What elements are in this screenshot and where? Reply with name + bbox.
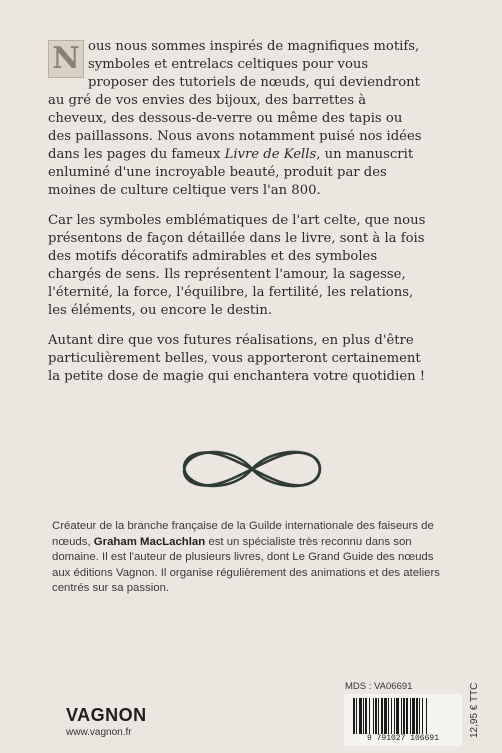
price-label: 12,95 € TTC [469,682,480,738]
barcode-digits: 9 791027 106691 [366,734,439,743]
mds-code: MDS : VA06691 [345,681,413,692]
publisher-website[interactable]: www.vagnon.fr [66,727,132,738]
author-bio [52,519,440,597]
publisher-logo: VAGNON [66,705,147,725]
author-bio-intro: Créateur de la branche française de la Guilde internationale des faiseurs de nœuds, [52,520,434,548]
paragraph-2: Car les symboles emblématiques de l'art celte, que nous présentons de façon détaillée dans le livre, sont à la fois des motifs décoratifs admirables et des symboles chargés de sens. Ils représentent l'amour, la sagesse, l'éternité, la force, l'équilibre, la fertilité, les relations, les éléments, ou encore le destin. [48,213,426,318]
paragraph-1-text: ous nous sommes inspirés de magnifiques motifs, symboles et entrelacs celtiques pour vous proposer des tutoriels de nœuds, qui deviendront au gré de vos envies des bijoux, des barrettes à cheveux, des dessous-de-verre ou même des tapis ou des paillassons. Nous avons notamment puisé nos idées dans les pages du fameux [48,39,422,162]
barcode-icon [352,698,454,734]
author-name: Graham MacLachlan [93,535,206,548]
barcode-area [344,694,462,746]
drop-cap: N [48,40,84,78]
celtic-knot-icon [176,446,328,492]
book-title-italic: Livre de Kells [224,147,317,162]
paragraph-1 [48,38,428,200]
paragraph-1-end: , un manuscrit enluminé d'une incroyable beauté, produit par des moines de culture celtique vers l'an 800. [48,147,414,198]
author-bio-rest: est un spécialiste très reconnu dans son domaine. Il est l'auteur de plusieurs livres, dont Le Grand Guide des nœuds aux éditions Vagnon. Il organise régulièrement des animations et des ateliers centrés sur sa passion. [52,535,440,595]
blurb [48,38,428,398]
paragraph-3: Autant dire que vos futures réalisations, en plus d'être particulièrement belles, vous apporteront certainement la petite dose de magie qui enchantera votre quotidien ! [48,333,426,384]
